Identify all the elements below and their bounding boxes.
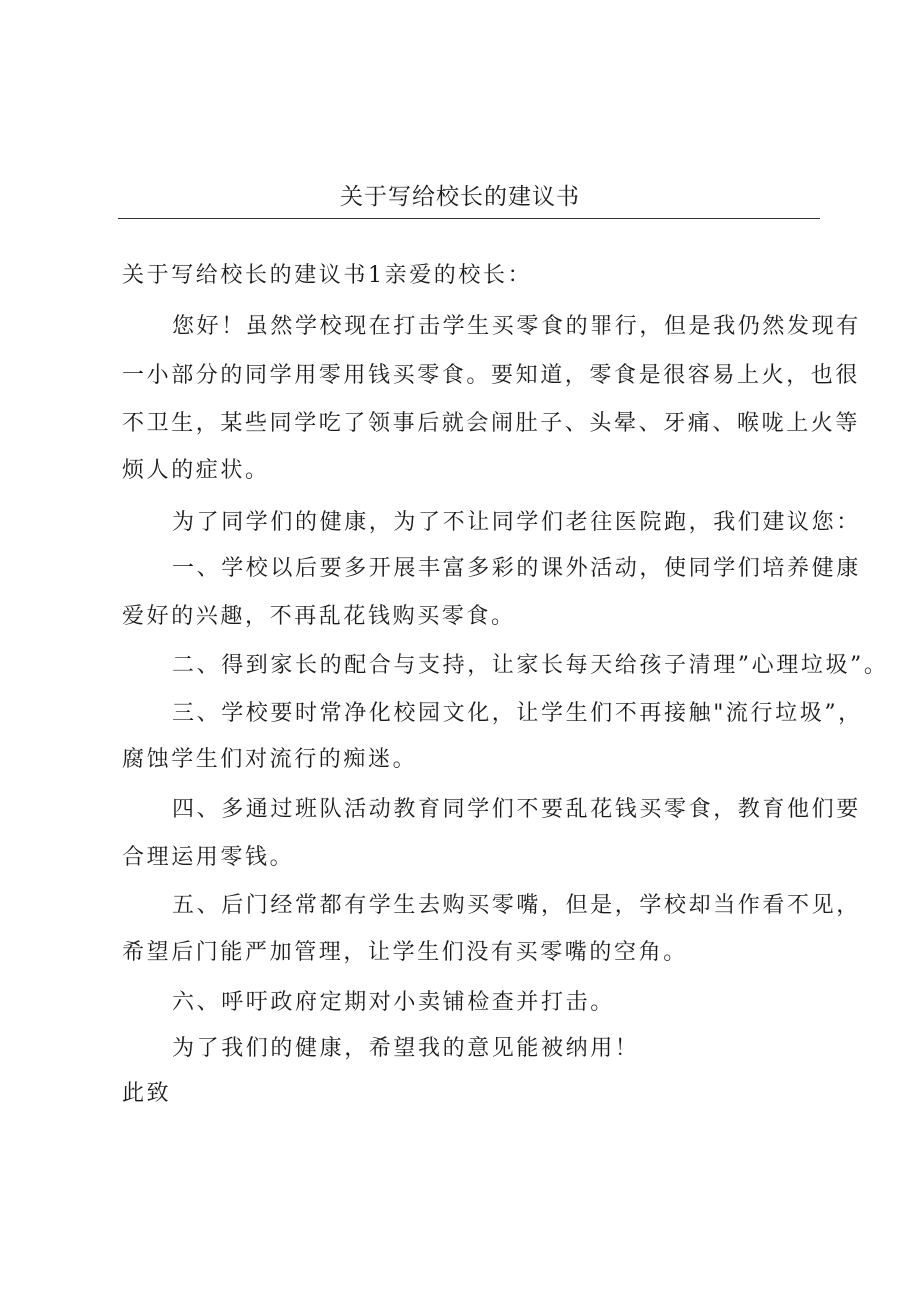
paragraph-line: 三、学校要时常净化校园文化，让学生们不再接触"流行垃圾”， [172,701,863,726]
paragraph-line: 五、后门经常都有学生去购买零嘴，但是，学校却当作看不见， [172,893,861,918]
paragraph-line: 二、得到家长的配合与支持，让家长每天给孩子清理”心理垃圾”。 [172,653,889,678]
document-title: 关于写给校长的建议书 [340,184,580,210]
title-underline [118,218,820,219]
paragraph-line: 为了同学们的健康，为了不让同学们老往医院跑，我们建议您： [172,510,861,535]
paragraph-line: 六、呼吁政府定期对小卖铺检查并打击。 [172,990,615,1015]
paragraph-line: 烦人的症状。 [122,458,270,483]
paragraph-line: 一、学校以后要多开展丰富多彩的课外活动，使同学们培养健康 [172,556,861,581]
paragraph-line: 希望后门能严加管理，让学生们没有买零嘴的空角。 [122,940,688,965]
paragraph-line: 合理运用零钱。 [122,845,295,870]
paragraph-line: 爱好的兴趣，不再乱花钱购买零食。 [122,604,516,629]
salutation-line: 关于写给校长的建议书1亲爱的校长： [122,263,533,288]
paragraph-line: 腐蚀学生们对流行的痴迷。 [122,747,418,772]
paragraph-line: 您好！虽然学校现在打击学生买零食的罪行，但是我仍然发现有 [172,314,861,339]
paragraph-line: 为了我们的健康，希望我的意见能被纳用！ [172,1036,640,1061]
paragraph-line: 不卫生，某些同学吃了领事后就会闹肚子、头晕、牙痛、喉咙上火等 [122,411,861,436]
paragraph-line: 四、多通过班队活动教育同学们不要乱花钱买零食，教育他们要 [172,797,861,822]
paragraph-line: 一小部分的同学用零用钱买零食。要知道，零食是很容易上火，也很 [122,363,861,388]
closing-line: 此致 [122,1081,172,1106]
